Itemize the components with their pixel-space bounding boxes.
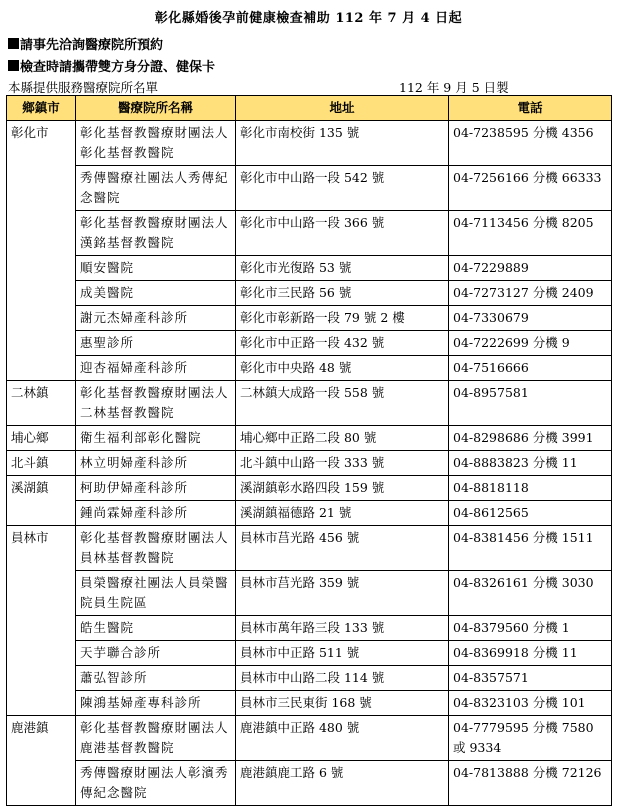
phone-cell: 04-7222699 分機 9 [449, 331, 612, 356]
address-cell: 員林市莒光路 359 號 [236, 571, 449, 616]
hospital-name-cell: 員榮醫療社團法人員榮醫院員生院區 [76, 571, 236, 616]
hospital-name-cell: 謝元杰婦產科診所 [76, 306, 236, 331]
phone-cell: 04-8357571 [449, 666, 612, 691]
table-row [7, 476, 612, 501]
address-cell: 北斗鎮中山路一段 333 號 [236, 451, 449, 476]
hospital-name-cell: 秀傳醫療財團法人彰濱秀傳紀念醫院 [76, 761, 236, 806]
address-cell: 員林市三民東街 168 號 [236, 691, 449, 716]
phone-cell: 04-8326161 分機 3030 [449, 571, 612, 616]
table-row [7, 356, 612, 381]
table-row [7, 256, 612, 281]
column-header-town: 鄉鎮市 [7, 96, 76, 121]
column-header-address: 地址 [236, 96, 449, 121]
address-cell: 彰化市中央路 48 號 [236, 356, 449, 381]
phone-cell: 04-8883823 分機 11 [449, 451, 612, 476]
phone-cell: 04-8323103 分機 101 [449, 691, 612, 716]
hospital-name-cell: 順安醫院 [76, 256, 236, 281]
phone-cell: 04-7113456 分機 8205 [449, 211, 612, 256]
note-documents [8, 56, 215, 75]
phone-cell: 04-8298686 分機 3991 [449, 426, 612, 451]
phone-cell: 04-7779595 分機 7580 或 9334 [449, 716, 612, 761]
phone-cell: 04-7330679 [449, 306, 612, 331]
hospital-name-cell: 陳鴻基婦產專科診所 [76, 691, 236, 716]
table-row [7, 571, 612, 616]
hospital-name-cell: 天芋聯合診所 [76, 641, 236, 666]
table-row [7, 426, 612, 451]
phone-cell: 04-7273127 分機 2409 [449, 281, 612, 306]
town-cell: 彰化市 [7, 121, 76, 381]
table-body [7, 121, 612, 806]
table-row [7, 381, 612, 426]
hospital-name-cell: 彰化基督教醫療財團法人彰化基督教醫院 [76, 121, 236, 166]
address-cell: 二林鎮大成路一段 558 號 [236, 381, 449, 426]
phone-cell: 04-8957581 [449, 381, 612, 426]
address-cell: 員林市中山路二段 114 號 [236, 666, 449, 691]
table-row [7, 451, 612, 476]
address-cell: 溪湖鎮彰水路四段 159 號 [236, 476, 449, 501]
table-row [7, 666, 612, 691]
table-row [7, 331, 612, 356]
column-header-phone: 電話 [449, 96, 612, 121]
address-cell: 員林市中正路 511 號 [236, 641, 449, 666]
table-row [7, 211, 612, 256]
address-cell: 埔心鄉中正路二段 80 號 [236, 426, 449, 451]
phone-cell: 04-8381456 分機 1511 [449, 526, 612, 571]
table-row [7, 641, 612, 666]
town-cell: 北斗鎮 [7, 451, 76, 476]
table-row [7, 281, 612, 306]
black-square-icon [8, 38, 19, 49]
hospital-name-cell: 柯助伊婦產科診所 [76, 476, 236, 501]
note-documents-text: 檢查時請攜帶雙方身分證、健保卡 [20, 60, 216, 75]
address-cell: 溪湖鎮福德路 21 號 [236, 501, 449, 526]
column-header-hospital: 醫療院所名稱 [76, 96, 236, 121]
address-cell: 彰化市中山路一段 542 號 [236, 166, 449, 211]
town-cell: 埔心鄉 [7, 426, 76, 451]
phone-cell: 04-7256166 分機 66333 [449, 166, 612, 211]
hospital-name-cell: 彰化基督教醫療財團法人鹿港基督教醫院 [76, 716, 236, 761]
phone-cell: 04-7813888 分機 72126 [449, 761, 612, 806]
phone-cell: 04-7516666 [449, 356, 612, 381]
table-row [7, 306, 612, 331]
phone-cell: 04-8612565 [449, 501, 612, 526]
table-row [7, 526, 612, 571]
address-cell: 彰化市南校街 135 號 [236, 121, 449, 166]
hospital-name-cell: 鍾尚霖婦產科診所 [76, 501, 236, 526]
address-cell: 鹿港鎮鹿工路 6 號 [236, 761, 449, 806]
hospital-name-cell: 蕭弘智診所 [76, 666, 236, 691]
document-title: 彰化縣婚後孕前健康檢查補助 112 年 7 月 4 日起 [154, 11, 463, 26]
phone-cell: 04-7238595 分機 4356 [449, 121, 612, 166]
address-cell: 鹿港鎮中正路 480 號 [236, 716, 449, 761]
address-cell: 彰化市光復路 53 號 [236, 256, 449, 281]
note-appointment-text: 請事先洽詢醫療院所預約 [20, 38, 164, 53]
hospital-name-cell: 皓生醫院 [76, 616, 236, 641]
address-cell: 員林市萬年路三段 133 號 [236, 616, 449, 641]
phone-cell: 04-8369918 分機 11 [449, 641, 612, 666]
phone-cell: 04-7229889 [449, 256, 612, 281]
phone-cell: 04-8818118 [449, 476, 612, 501]
hospital-name-cell: 彰化基督教醫療財團法人二林基督教醫院 [76, 381, 236, 426]
list-label: 本縣提供服務醫療院所名單 [8, 80, 159, 95]
made-date: 112 年 9 月 5 日製 [399, 80, 509, 95]
town-cell: 溪湖鎮 [7, 476, 76, 526]
list-caption [8, 78, 608, 96]
town-cell: 鹿港鎮 [7, 716, 76, 806]
table-row [7, 166, 612, 211]
table-header-row [7, 96, 612, 121]
note-appointment [8, 34, 163, 53]
town-cell: 員林市 [7, 526, 76, 716]
hospital-name-cell: 惠聖診所 [76, 331, 236, 356]
address-cell: 員林市莒光路 456 號 [236, 526, 449, 571]
hospital-name-cell: 彰化基督教醫療財團法人漢銘基督教醫院 [76, 211, 236, 256]
address-cell: 彰化市中山路一段 366 號 [236, 211, 449, 256]
hospital-name-cell: 彰化基督教醫療財團法人員林基督教醫院 [76, 526, 236, 571]
address-cell: 彰化市中正路一段 432 號 [236, 331, 449, 356]
address-cell: 彰化市彰新路一段 79 號 2 樓 [236, 306, 449, 331]
hospital-name-cell: 成美醫院 [76, 281, 236, 306]
clinic-table [6, 95, 612, 806]
table-row [7, 616, 612, 641]
hospital-name-cell: 迎杏福婦產科診所 [76, 356, 236, 381]
table-row [7, 691, 612, 716]
black-square-icon [8, 60, 19, 71]
hospital-name-cell: 衛生福利部彰化醫院 [76, 426, 236, 451]
town-cell: 二林鎮 [7, 381, 76, 426]
table-row [7, 716, 612, 761]
address-cell: 彰化市三民路 56 號 [236, 281, 449, 306]
hospital-name-cell: 林立明婦產科診所 [76, 451, 236, 476]
phone-cell: 04-8379560 分機 1 [449, 616, 612, 641]
hospital-name-cell: 秀傳醫療社團法人秀傳紀念醫院 [76, 166, 236, 211]
table-row [7, 761, 612, 806]
table-row [7, 501, 612, 526]
table-row [7, 121, 612, 166]
